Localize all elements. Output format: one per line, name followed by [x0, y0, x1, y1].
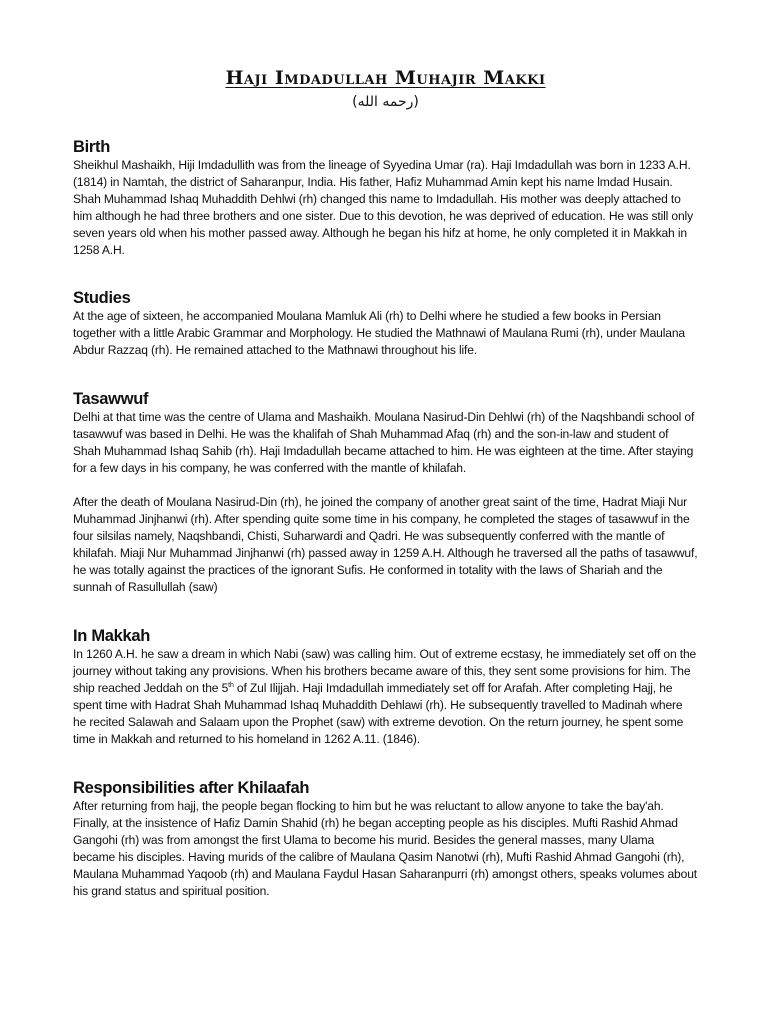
document-page: [73, 66, 698, 900]
paragraph-tasawwuf-2: After the death of Moulana Nasirud-Din (rh), he joined the company of another great saint of the time, Hadrat Miaji Nur Muhammad Jinjhanwi (rh). After spending quite some time in his company, he completed the stages of tasawwuf in the four silsilas namely, Naqshbandi, Chisti, Suharwardi and Qadri. He was subsequently conferred with the mantle of khilafah. Miaji Nur Muhammad Jinjhanwi (rh) passed away in 1259 A.H. Although he traversed all the paths of tasawwuf, he was totally against the practices of the ignorant Sufis. He conformed in totality with the laws of Shariah and the sunnah of Rasullullah (saw): [73, 495, 698, 594]
section-heading-responsibilities: Responsibilities after Khilaafah: [73, 779, 310, 797]
section-heading-studies: Studies: [73, 289, 131, 307]
ordinal-suffix: th: [228, 681, 234, 689]
paragraph-in-makkah: [73, 646, 698, 748]
document-subtitle-honorific: (رحمه الله): [352, 94, 419, 110]
paragraph-studies: At the age of sixteen, he accompanied Moulana Mamluk Ali (rh) to Delhi where he studied a few books in Persian together with a little Arabic Grammar and Morphology. He studied the Mathnawi of Maulana Rumi (rh), under Maulana Abdur Razzaq (rh). He remained attached to the Mathnawi throughout his life.: [73, 309, 686, 357]
section-responsibilities: [73, 778, 698, 900]
paragraph-in-makkah-part-2: of Zul Ilijjah. Haji Imdadullah immediately set off for Arafah. After completing Hajj, he spent time with Hadrat Shah Muhammad Ishaq Muhaddith Dehlawi (rh). He subsequently travelled to Madinah where he recited Salawah and Salaam upon the Prophet (saw) with extreme devotion. On the return journey, he spent some time in Makkah and returned to his homeland in 1262 A.11. (1846).: [73, 681, 684, 746]
paragraph-responsibilities: After returning from hajj, the people began flocking to him but he was reluctant to allow anyone to take the bay'ah. Finally, at the insistence of Hafiz Damin Shahid (rh) he began accepting people as his disciples. Mufti Rashid Ahmad Gangohi (rh) was from amongst the first Ulama to become his murid. Besides the general masses, many Ulama became his disciples. Having murids of the calibre of Maulana Qasim Nanotwi (rh), Mufti Rashid Ahmad Gangohi (rh), Maulana Muhammad Yaqoob (rh) and Maulana Faydul Hasan Saharanpurri (rh) amongst others, speaks volumes about his grand status and spiritual position.: [73, 799, 697, 898]
section-tasawwuf: [73, 389, 698, 596]
section-studies: [73, 288, 698, 359]
section-birth: [73, 137, 698, 259]
section-heading-birth: Birth: [73, 138, 110, 156]
section-heading-in-makkah: In Makkah: [73, 627, 151, 645]
section-heading-tasawwuf: Tasawwuf: [73, 390, 149, 408]
paragraph-birth: Sheikhul Mashaikh, Hiji Imdadullith was from the lineage of Syyedina Umar (ra). Haji Imdadullah was born in 1233 A.H. (1814) in Namtah, the district of Saharanpur, India. His father, Hafiz Muhammad Amin kept his name lmdad Husain. Shah Muhammad Ishaq Muhaddith Dehlwi (rh) changed this name to Imdadullah. His mother was deeply attached to him although he had three brothers and one sister. Due to this devotion, he was deprived of education. He was still only seven years old when his mother passed away. Although he began his hifz at home, he only completed it in Makkah in 1258 A.H.: [73, 158, 693, 257]
paragraph-tasawwuf-1: Delhi at that time was the centre of Ulama and Mashaikh. Moulana Nasirud-Din Dehlwi (rh) of the Naqshbandi school of tasawwuf was based in Delhi. He was the khalifah of Shah Muhammad Afaq (rh) and the son-in-law and student of Shah Muhammad Ishaq Sahib (rh). Haji Imdadullah became attached to him. He was eighteen at the time. After staying for a few days in his company, he was conferred with the mantle of khilafah.: [73, 410, 695, 475]
paragraph-in-makkah-part-1: In 1260 A.H. he saw a dream in which Nabi (saw) was calling him. Out of extreme ecstasy, he immediately set off on the journey without taking any provisions. When his brothers became aware of this, they sent some provisions for him. The ship reached Jeddah on the 5: [73, 647, 697, 695]
document-title: Haji Imdadullah Muhajir Makki: [225, 67, 546, 89]
section-in-makkah: [73, 626, 698, 748]
